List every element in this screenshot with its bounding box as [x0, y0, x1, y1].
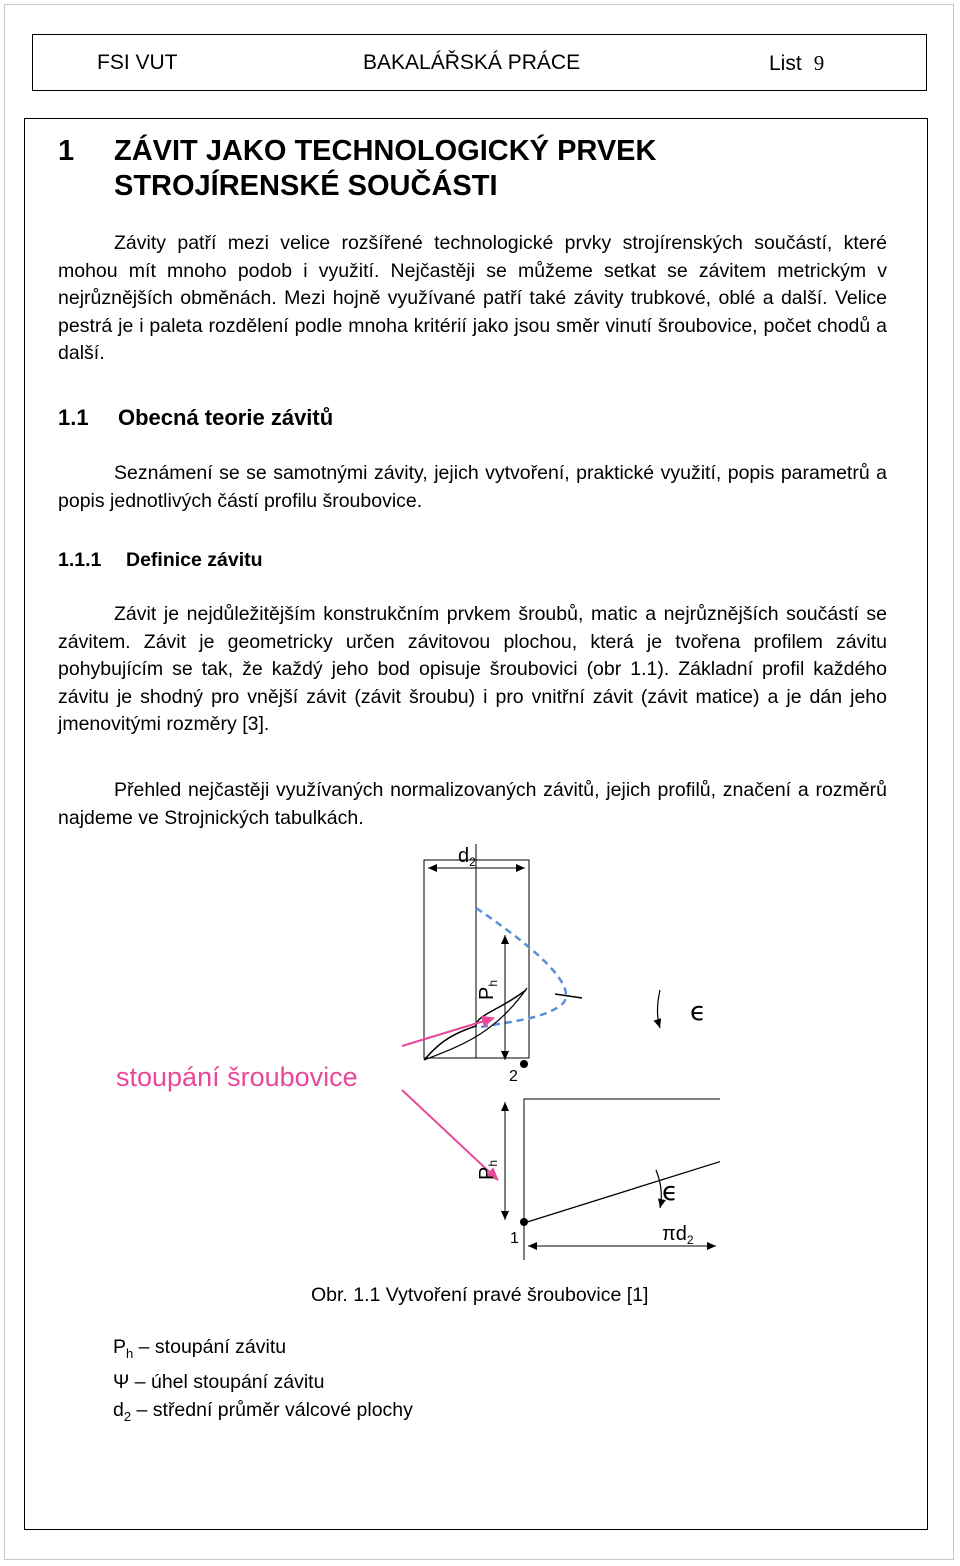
chapter-title — [114, 134, 814, 204]
section-1-1-title: Obecná teorie závitů — [118, 405, 334, 430]
legend-d2-sub: 2 — [123, 1408, 132, 1424]
annotation-arrow-top — [402, 1018, 494, 1046]
section-1-1-heading — [58, 405, 333, 431]
legend-psi-desc: – úhel stoupání závitu — [129, 1370, 325, 1393]
header-document-type: BAKALÁŘSKÁ PRÁCE — [363, 51, 581, 74]
annotation-arrow-bottom — [402, 1090, 498, 1180]
d2-label-sub: 2 — [469, 855, 476, 869]
overview-paragraph: Přehled nejčastěji využívaných normalizovaných závitů, jejich profilů, značení a rozměrů najdeme ve Strojnických tabulkách. — [58, 779, 887, 829]
d2-label-main: d — [458, 845, 470, 867]
eps-arc-bottom — [656, 1170, 661, 1208]
section-1-1-1-title: Definice závitu — [126, 549, 263, 571]
point-1-dot — [520, 1218, 528, 1226]
pid2-label — [662, 1223, 694, 1247]
header-institution: FSI VUT — [97, 51, 178, 74]
ph-label-bottom-main: P — [476, 1166, 498, 1180]
helix-solid-curve — [424, 990, 526, 1060]
figure-caption: Obr. 1.1 Vytvoření pravé šroubovice [1] — [311, 1284, 649, 1306]
ph-label-bottom-sub: h — [486, 1159, 500, 1167]
point-1-label: 1 — [510, 1230, 519, 1247]
chapter-title-line1: ZÁVIT JAKO TECHNOLOGICKÝ PRVEK — [114, 135, 657, 167]
header-page-label — [769, 51, 824, 76]
intro-paragraph: Závity patří mezi velice rozšířené technologické prvky strojírenských součástí, které mohou mít mnoho podob i využití. Nejčastěji se můžeme setkat se závitem metrickým v nejrůznějších obměnách. Mezi hojně využívané patří také závity trubkové, oblé a další. Velice pestrá je i paleta rozdělení podle mnoha kritérií jako jsou směr vinutí šroubovice, počet chodů a další. — [58, 232, 887, 364]
legend-ph-sub: h — [126, 1345, 134, 1361]
chapter-title-line2: STROJÍRENSKÉ SOUČÁSTI — [114, 170, 498, 202]
header-page-number: 9 — [813, 51, 825, 75]
unrolled-diagonal — [524, 1099, 720, 1223]
ph-label-top-main: P — [476, 986, 498, 1000]
legend-psi-symbol: Ψ — [113, 1370, 130, 1393]
legend-ph-desc: – stoupání závitu — [133, 1336, 287, 1358]
eps-arc-top — [658, 990, 661, 1028]
point-2-dot — [520, 1060, 528, 1068]
pid2-label-sub: 2 — [686, 1233, 694, 1247]
legend-d2-symbol: d — [113, 1398, 124, 1421]
section-1-1-number: 1.1 — [58, 405, 89, 430]
helix-figure — [100, 840, 720, 1260]
symbol-legend — [113, 1333, 413, 1431]
legend-row-ph — [113, 1333, 413, 1368]
section-1-1-1-number: 1.1.1 — [58, 549, 102, 571]
page-header — [32, 34, 927, 91]
section-1-1-1-heading — [58, 549, 263, 572]
chapter-number: 1 — [58, 135, 75, 167]
definition-paragraph: Závit je nejdůležitějším konstrukčním prvkem šroubů, matic a nejrůznějších součástí se závitem. Závit je geometricky určen závitovou plochou, která je tvořena profilem závitu pohybujícím se tak, že každý jeho bod opisuje šroubovici (obr 1.1). Základní profil každého závitu je shodný pro vnější závit (závit šroubu) i pro vnitřní závit (závit matice) a je dán jeho jmenovitými rozměry [3]. — [58, 603, 887, 735]
legend-ph-symbol: P — [113, 1336, 127, 1358]
legend-d2-desc: – střední průměr válcové plochy — [131, 1398, 413, 1421]
eps-tangent-line — [555, 994, 582, 998]
legend-row-d2 — [113, 1396, 413, 1431]
ph-label-top — [476, 980, 500, 1000]
annotation-label: stoupání šroubovice — [116, 1062, 358, 1092]
point-2-label: 2 — [509, 1068, 518, 1085]
section-1-1-paragraph: Seznámení se se samotnými závity, jejich vytvoření, praktické využití, popis parametrů a popis jednotlivých částí profilu šroubovice. — [58, 462, 887, 512]
ph-label-top-sub: h — [486, 979, 500, 987]
d2-label — [458, 845, 476, 869]
header-list-label: List — [769, 52, 802, 75]
eps-label-bottom: ϵ — [662, 1177, 678, 1207]
helix-dashed-curve — [476, 908, 566, 1028]
eps-label-top: ϵ — [690, 997, 706, 1027]
legend-row-psi — [113, 1368, 413, 1396]
pid2-label-main: πd — [662, 1223, 687, 1245]
